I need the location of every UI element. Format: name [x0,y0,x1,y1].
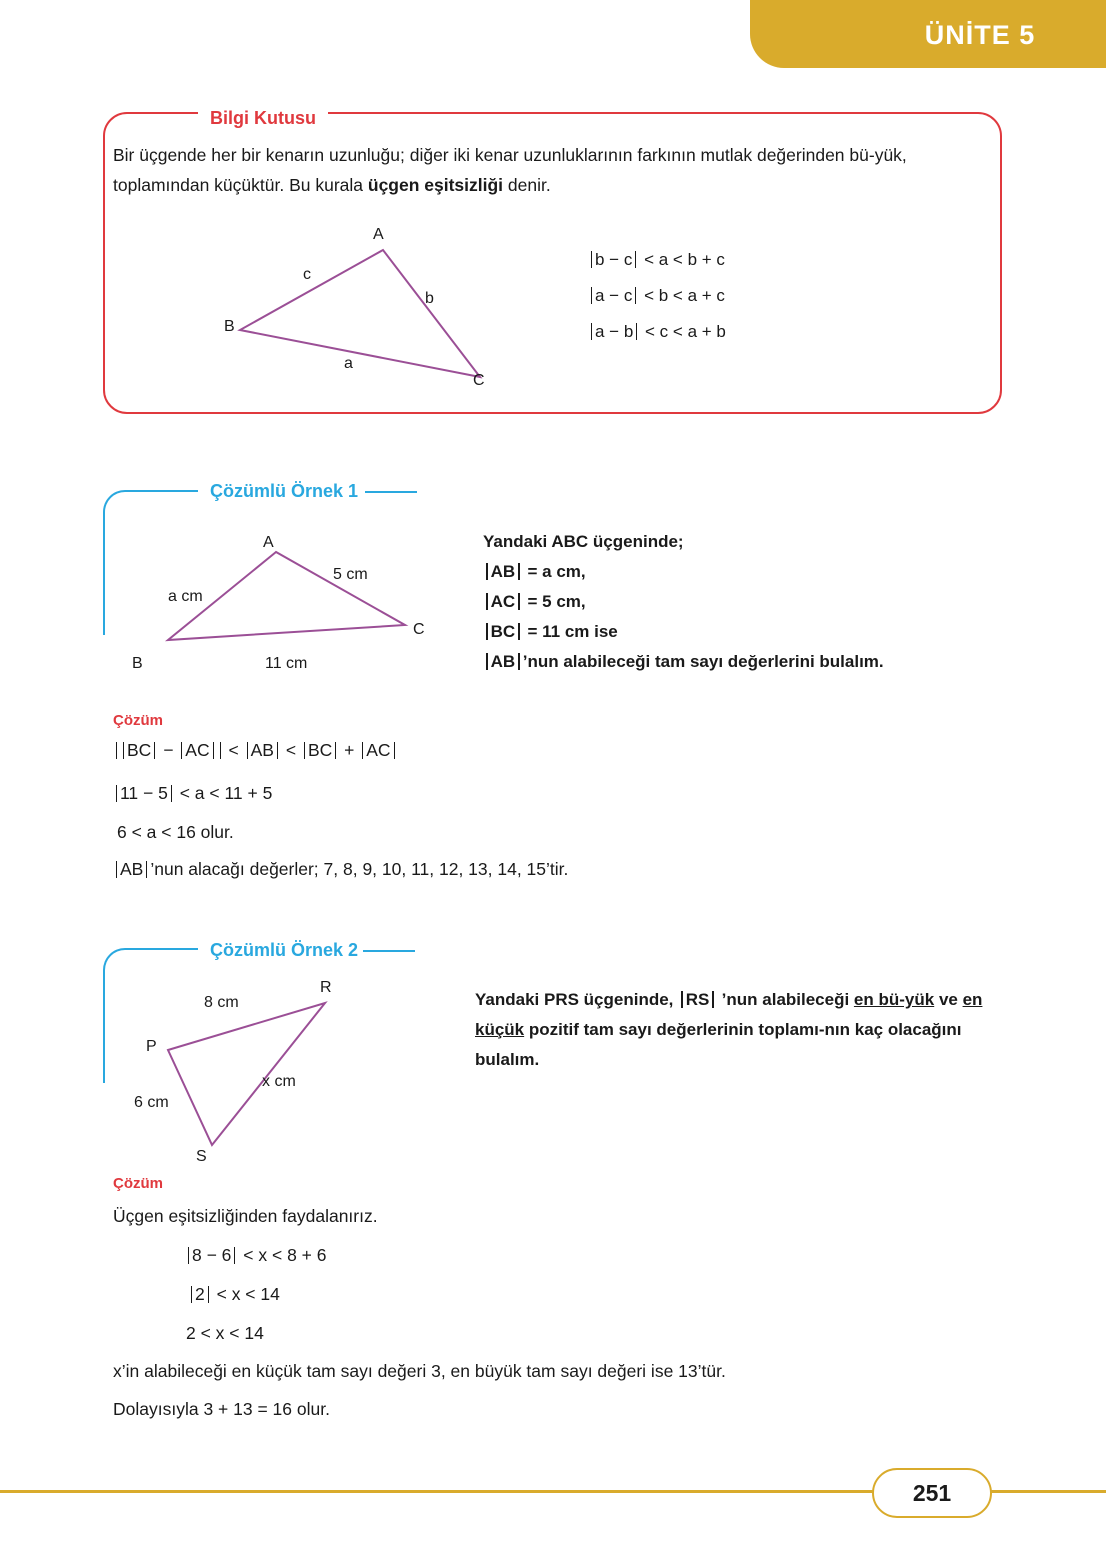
example1-side-bc: 11 cm [265,655,308,672]
example1-prompt-bc: BC = 11 cm ise [483,617,1003,647]
info-triangle-vertex-c: C [473,372,485,389]
example1-vertex-a: A [263,534,274,551]
info-box-paragraph [113,140,989,200]
example1-side-ab: a cm [168,588,203,605]
example1-vertex-b: B [132,655,143,672]
example2-title-rule [363,950,415,952]
formula-left: b − c [595,250,633,269]
info-box-title: Bilgi Kutusu [198,108,328,129]
example1-solution-line-3: 6 < a < 16 olur. [117,822,234,842]
example2-solution-line-4: 2 < x < 14 [186,1323,264,1343]
example1-solution-label: Çözüm [113,712,163,729]
formula-right: a + b [687,322,726,341]
example2-solution-line-2: 8 − 6 < x < 8 + 6 [185,1242,326,1268]
example1-prompt-question: AB ’nun alabileceği tam sayı değerlerini bulalım. [483,647,1003,677]
formula-row [588,278,726,314]
example2-solution-label: Çözüm [113,1175,163,1192]
formula-right: a + c [687,286,725,305]
example2-side-pr: 8 cm [204,994,239,1011]
example1-title: Çözümlü Örnek 1 [198,481,370,502]
example2-solution-line-3: 2 < x < 14 [188,1281,280,1307]
info-triangle-vertex-a: A [373,226,384,243]
example2-side-rs: x cm [262,1073,296,1090]
formula-left: a − c [595,286,633,305]
example1-prompt [483,527,1003,677]
example1-solution-line-1: BC − AC < AB < BC + AC [113,737,398,763]
example2-solution-line-6: Dolayısıyla 3 + 13 = 16 olur. [113,1399,330,1419]
formula-mid: < a < [644,250,683,269]
formula-mid: < c < [645,322,683,341]
info-paragraph-part2: denir. [503,175,551,195]
example2-prompt: Yandaki PRS üçgeninde, RS ’nun alabileceği en bü-yük ve en küçük pozitif tam sayı değerlerinin toplamı-nın kaç olacağını bulalım. [475,990,983,1069]
info-paragraph-part1: Bir üçgende her bir kenarın uzunluğu; diğer iki kenar uzunluklarının farkının mutlak değerinden bü-yük, toplamından küçüktür. Bu kurala [113,145,907,195]
example1-prompt-ab: AB = a cm, [483,557,1003,587]
info-triangle-side-c: c [303,266,311,283]
example1-side-ac: 5 cm [333,566,368,583]
example1-solution-line-2: 11 − 5 < a < 11 + 5 [113,780,272,806]
formula-mid: < b < [644,286,683,305]
example1-solution-line-4: AB ’nun alacağı değerler; 7, 8, 9, 10, 11, 12, 13, 14, 15’tir. [113,856,568,882]
info-paragraph-bold: üçgen eşitsizliği [367,175,504,195]
example2-solution-line-1: Üçgen eşitsizliğinden faydalanırız. [113,1206,378,1226]
formula-right: b + c [687,250,725,269]
formula-row [588,314,726,350]
example1-prompt-ac: AC = 5 cm, [483,587,1003,617]
info-box-formula-list [588,242,726,350]
info-triangle-side-b: b [425,290,434,307]
info-box-triangle-figure [215,225,515,395]
example2-vertex-p: P [146,1038,157,1055]
formula-left: a − b [595,322,634,341]
unit-title: ÜNİTE 5 [924,20,1036,50]
example1-vertex-c: C [413,621,425,638]
example1-prompt-intro: Yandaki ABC üçgeninde; [483,532,684,551]
page-number: 251 [912,1480,952,1506]
example2-vertex-r: R [320,979,332,996]
info-triangle-vertex-b: B [224,318,235,335]
example2-solution-line-5: x’in alabileceği en küçük tam sayı değeri 3, en büyük tam sayı değeri ise 13’tür. [113,1361,726,1381]
example2-vertex-s: S [196,1148,207,1165]
formula-row [588,242,726,278]
info-triangle-side-a: a [344,355,353,372]
example2-title: Çözümlü Örnek 2 [198,940,370,961]
example1-title-rule [365,491,417,493]
example2-side-ps: 6 cm [134,1094,169,1111]
